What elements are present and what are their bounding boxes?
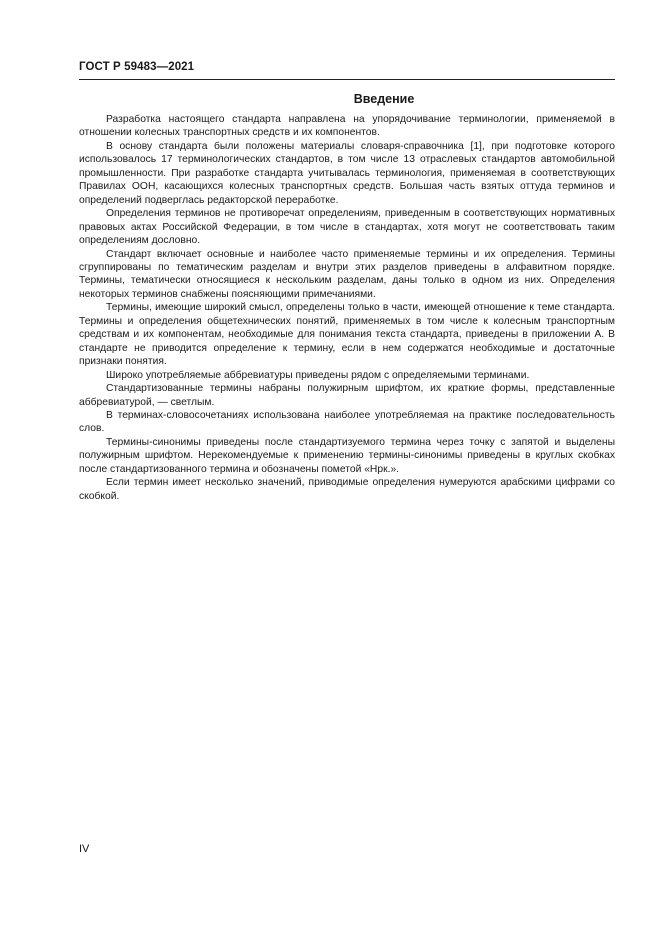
paragraph: В основу стандарта были положены материалы словаря-справочника [1], при подготовке которого использовалось 17 терминологических стандартов, в том числе 13 отраслевых стандартов автомобильной промышленности. При разработке стандарта учитывалась терминология, применяемая в соответствующих Правилах ООН, касающихся колесных транспортных средств. Большая часть взятых оттуда терминов и определений подверглась редакторской переработке. bbox=[79, 140, 615, 206]
paragraph: Термины-синонимы приведены после стандартизуемого термина через точку с запятой и выделены полужирным шрифтом. Нерекомендуемые к применению термины-синонимы приведены в круглых скобках после стандартизованного термина и обозначены пометой «Нрк.». bbox=[79, 436, 615, 475]
paragraph: Определения терминов не противоречат определениям, приведенным в соответствующих нормативных правовых актах Российской Федерации, в том числе в стандартах, хотя могут не соответствовать таким определениям дословно. bbox=[79, 208, 615, 247]
paragraph: Термины, имеющие широкий смысл, определены только в части, имеющей отношение к теме стандарта. Термины и определения общетехнических понятий, применяемых в том числе к колесным транспортным средствам и их компонентам, необходимые для понимания текста стандарта, приведены в приложении А. В стандарте не приводится определение к термину, если в нем содержатся необходимые и достаточные признаки понятия. bbox=[79, 302, 615, 368]
paragraph: Стандарт включает основные и наиболее часто применяемые термины и их определения. Термины сгруппированы по тематическим разделам и внутри этих разделов приведены в алфавитном порядке. Термины, тематически относящиеся к нескольким разделам, даны только в одном из них. Определения некоторых терминов снабжены поясняющими примечаниями. bbox=[79, 248, 615, 300]
paragraph: Стандартизованные термины набраны полужирным шрифтом, их краткие формы, представленные аббревиатурой, — светлым. bbox=[79, 383, 615, 408]
page-number: IV bbox=[79, 843, 90, 855]
paragraph: Разработка настоящего стандарта направлена на упорядочивание терминологии, применяемой в отношении колесных транспортных средств и их компонентов. bbox=[79, 114, 615, 139]
header-divider bbox=[79, 79, 615, 80]
paragraph: Если термин имеет несколько значений, приводимые определения нумеруются арабскими цифрами со скобкой. bbox=[79, 477, 615, 502]
paragraph: В терминах-словосочетаниях использована наиболее употребляемая на практике последовательность слов. bbox=[79, 409, 615, 435]
paragraph: Широко употребляемые аббревиатуры приведены рядом с определяемыми терминами. bbox=[106, 369, 530, 381]
section-title: Введение bbox=[353, 92, 415, 106]
document-header: ГОСТ Р 59483—2021 bbox=[79, 61, 195, 73]
introduction-body bbox=[79, 113, 615, 503]
